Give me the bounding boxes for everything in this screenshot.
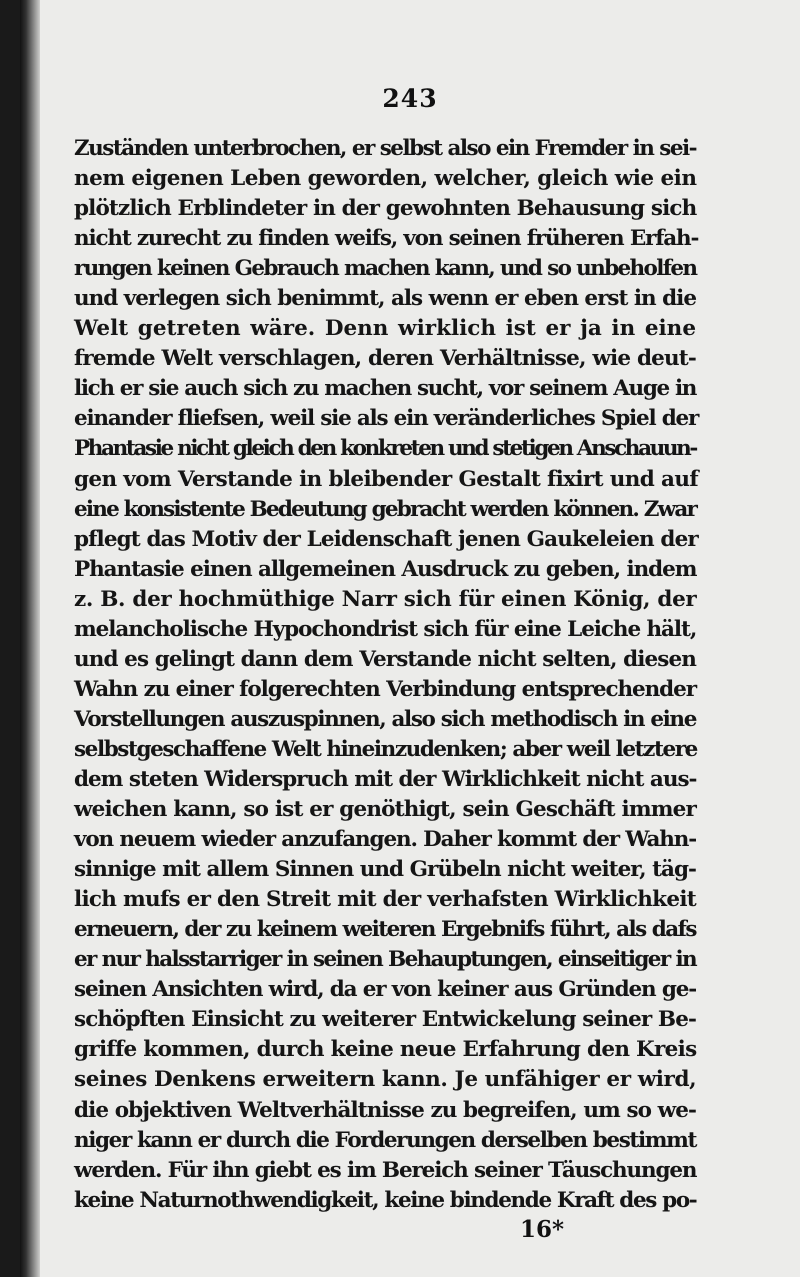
- text-line: nicht zurecht zu finden weifs, von seinen früheren Erfah-: [74, 226, 699, 252]
- text-line: erneuern, der zu keinem weiteren Ergebnifs führt, als dafs: [74, 917, 696, 943]
- text-line: z. B. der hochmüthige Narr sich für einen König, der: [74, 586, 697, 612]
- page-number: 243: [382, 84, 438, 113]
- text-line: Phantasie einen allgemeinen Ausdruck zu geben, indem: [74, 556, 697, 582]
- text-line: lich er sie auch sich zu machen sucht, vor seinem Auge in: [74, 376, 697, 402]
- signature-mark: 16*: [520, 1216, 565, 1243]
- book-page: [20, 0, 800, 1277]
- text-line: fremde Welt verschlagen, deren Verhältnisse, wie deut-: [74, 346, 696, 372]
- text-line: und verlegen sich benimmt, als wenn er eben erst in die: [74, 286, 696, 312]
- text-line: eine konsistente Bedeutung gebracht werden können. Zwar: [74, 496, 696, 522]
- text-line: seines Denkens erweitern kann. Je unfähiger er wird,: [74, 1067, 697, 1093]
- text-line: Wahn zu einer folgerechten Verbindung entsprechender: [74, 676, 696, 702]
- text-line: pflegt das Motiv der Leidenschaft jenen Gaukeleien der: [74, 526, 698, 552]
- text-line: dem steten Widerspruch mit der Wirklichkeit nicht aus-: [74, 766, 697, 792]
- text-line: griffe kommen, durch keine neue Erfahrung den Kreis: [74, 1037, 697, 1063]
- text-line: selbstgeschaffene Welt hineinzudenken; aber weil letztere: [74, 736, 697, 762]
- text-line: rungen keinen Gebrauch machen kann, und so unbeholfen: [74, 256, 697, 282]
- text-line: seinen Ansichten wird, da er von keiner aus Gründen ge-: [74, 977, 696, 1003]
- text-line: niger kann er durch die Forderungen derselben bestimmt: [74, 1127, 697, 1153]
- text-line: Phantasie nicht gleich den konkreten und stetigen Anschauun-: [74, 436, 696, 462]
- text-line: keine Naturnothwendigkeit, keine bindende Kraft des po-: [74, 1187, 697, 1213]
- text-line: werden. Für ihn giebt es im Bereich seiner Täuschungen: [74, 1157, 697, 1183]
- text-line: melancholische Hypochondrist sich für eine Leiche hält,: [74, 616, 697, 642]
- text-line: einander fliefsen, weil sie als ein veränderliches Spiel der: [74, 406, 699, 432]
- text-line: lich mufs er den Streit mit der verhafsten Wirklichkeit: [74, 887, 697, 913]
- text-line: weichen kann, so ist er genöthigt, sein Geschäft immer: [74, 797, 696, 823]
- body-text: [74, 134, 699, 1216]
- text-line: Zuständen unterbrochen, er selbst also ein Fremder in sei-: [74, 136, 696, 161]
- text-line: und es gelingt dann dem Verstande nicht selten, diesen: [74, 646, 696, 672]
- text-line: Vorstellungen auszuspinnen, also sich methodisch in eine: [74, 706, 696, 732]
- page-edge-shadow: [20, 0, 40, 1277]
- text-line: plötzlich Erblindeter in der gewohnten Behausung sich: [74, 196, 697, 222]
- text-line: gen vom Verstande in bleibender Gestalt fixirt und auf: [74, 466, 698, 492]
- text-line: schöpften Einsicht zu weiterer Entwickelung seiner Be-: [74, 1007, 696, 1033]
- text-line: nem eigenen Leben geworden, welcher, gleich wie ein: [74, 166, 697, 192]
- text-line: die objektiven Weltverhältnisse zu begreifen, um so we-: [74, 1097, 696, 1123]
- text-line: sinnige mit allem Sinnen und Grübeln nicht weiter, täg-: [74, 857, 696, 883]
- text-line: Welt getreten wäre. Denn wirklich ist er ja in eine: [74, 316, 696, 342]
- text-line: von neuem wieder anzufangen. Daher kommt der Wahn-: [74, 827, 696, 853]
- text-line: er nur halsstarriger in seinen Behauptungen, einseitiger in: [74, 947, 696, 973]
